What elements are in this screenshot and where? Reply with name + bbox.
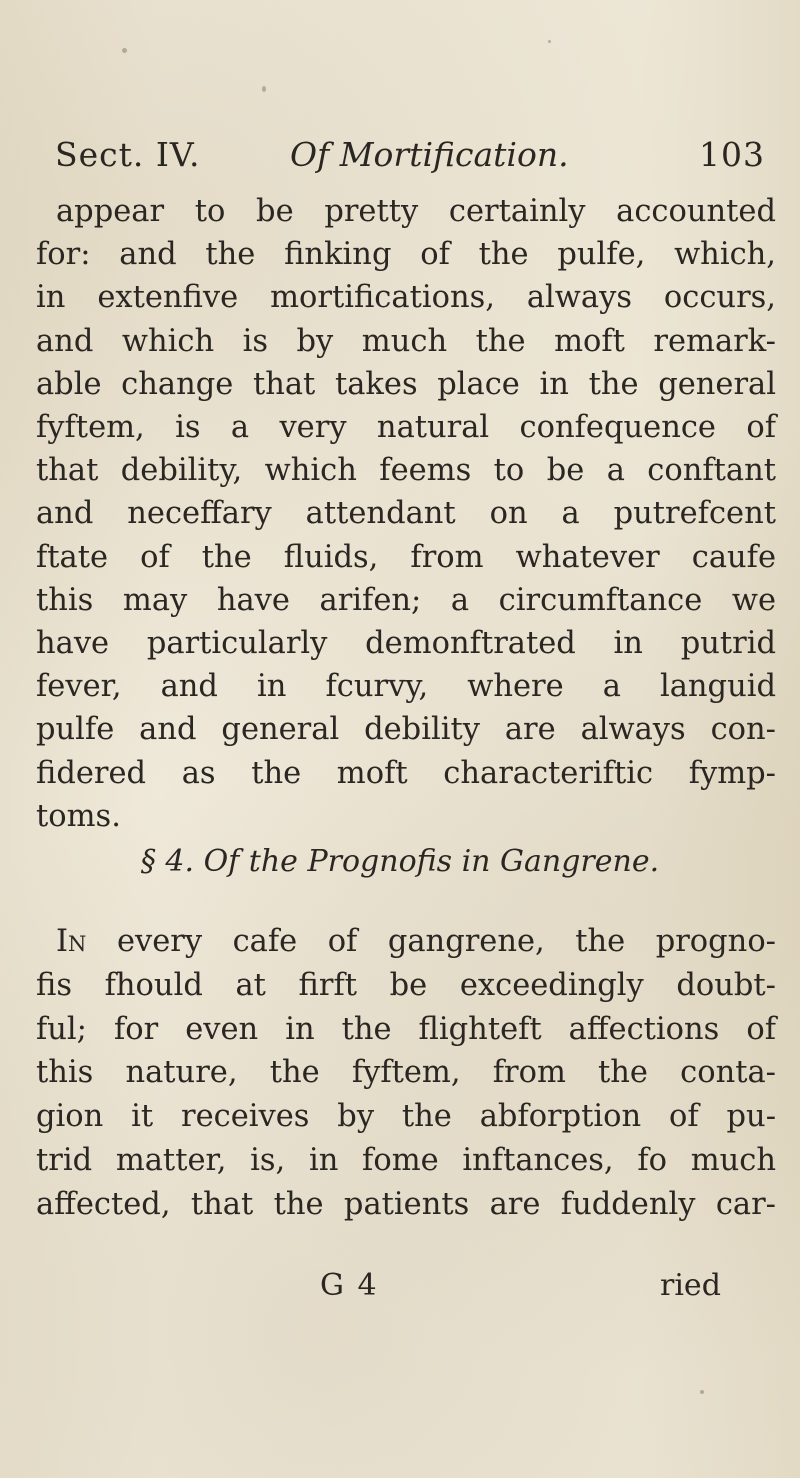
text-line: trid matter, is, in fome inftances, fo much: [36, 1142, 776, 1178]
first-line-rest: every cafe of gangrene, the progno-: [86, 924, 776, 959]
text-line: fyftem, is a very natural confequence of: [36, 410, 776, 446]
text-line: ful; for even in the flighteft affections of: [36, 1011, 776, 1047]
text-line: appear to be pretty certainly accounted: [56, 194, 776, 229]
catchword: ried: [660, 1268, 721, 1303]
text-line: able change that takes place in the general: [36, 366, 776, 402]
text-line: this may have arifen; a circumftance we: [36, 582, 776, 618]
text-line: this nature, the fyftem, from the conta-: [36, 1055, 776, 1091]
text-line: for: and the finking of the pulfe, which,: [36, 237, 776, 273]
paper-speck: [262, 86, 266, 92]
text-line: have particularly demonftrated in putrid: [36, 626, 776, 662]
paragraph-2: [36, 920, 776, 1227]
section-label: Sect. IV.: [55, 135, 201, 174]
running-header: [55, 130, 775, 180]
opening-word: In: [56, 924, 87, 959]
text-line: fidered as the moft characteriftic fymp-: [36, 755, 776, 791]
paper-speck: [122, 48, 127, 53]
paper-speck: [548, 40, 551, 43]
paragraph-1: [36, 190, 776, 838]
text-line: pulfe and general debility are always con-: [36, 712, 776, 748]
text-line: affected, that the patients are fuddenly car-: [36, 1186, 776, 1222]
page-number: 103: [699, 135, 765, 174]
text-line: gion it receives by the abforption of pu-: [36, 1099, 776, 1135]
text-line: and neceffary attendant on a putrefcent: [36, 496, 776, 532]
text-line-first: [36, 920, 776, 964]
text-line: ftate of the fluids, from whatever caufe: [36, 539, 776, 575]
section-subheading: § 4. Of the Prognofis in Gangrene.: [140, 844, 660, 879]
text-line: fever, and in fcurvy, where a languid: [36, 669, 776, 705]
text-line: in extenfive mortifications, always occurs,: [36, 280, 776, 316]
running-title: Of Mortification.: [290, 135, 569, 174]
text-line: and which is by much the moft remark-: [36, 323, 776, 359]
text-line: fis fhould at firft be exceedingly doubt-: [36, 967, 776, 1003]
paper-speck: [700, 1390, 704, 1394]
text-line: that debility, which feems to be a conftant: [36, 453, 776, 489]
signature-mark: G 4: [320, 1268, 379, 1303]
text-line: toms.: [36, 798, 121, 834]
